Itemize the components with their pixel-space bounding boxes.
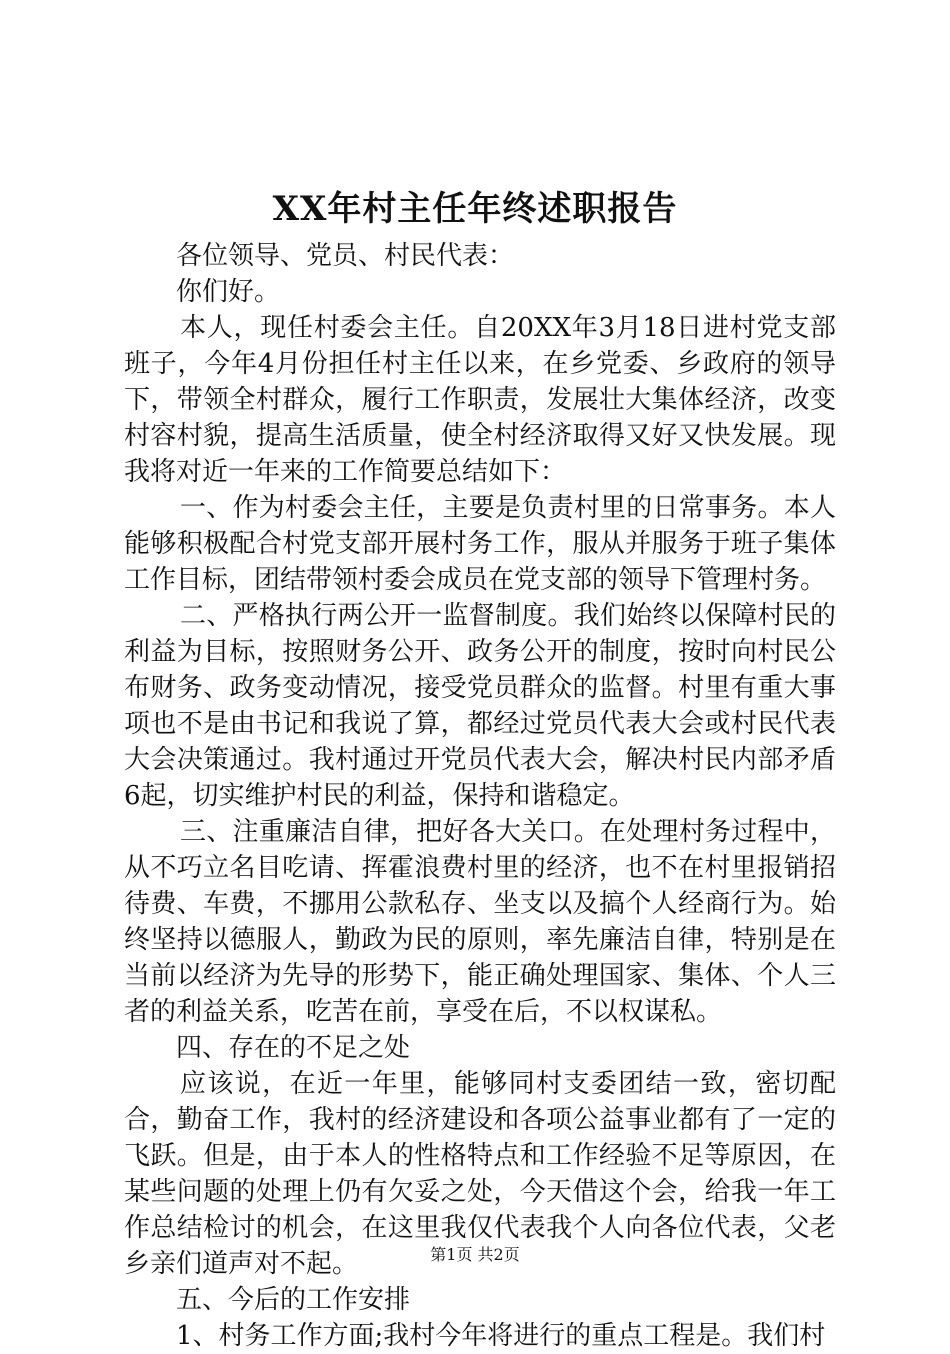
intro-paragraph: 本人，现任村委会主任。自20XX年3月18日进村党支部班子，今年4月份担任村主任以来，在乡党委、乡政府的领导下，带领全村群众，履行工作职责，发展壮大集体经济，改变村容村貌，提高生活质量，使全村经济取得又好又快发展。现我将对近一年来的工作简要总结如下：	[124, 313, 836, 487]
section-three-paragraph: 三、注重廉洁自律，把好各大关口。在处理村务过程中，从不巧立名目吃请、挥霍浪费村里的经济，也不在村里报销招待费、车费，不挪用公款私存、坐支以及搞个人经商行为。始终坚持以德服人，勤政为民的原则，率先廉洁自律，特别是在当前以经济为先导的形势下，能正确处理国家、集体、个人三者的利益关系，吃苦在前，享受在后，不以权谋私。	[124, 817, 836, 1027]
section-one-paragraph: 一、作为村委会主任，主要是负责村里的日常事务。本人能够积极配合村党支部开展村务工作，服从并服务于班子集体工作目标，团结带领村委会成员在党支部的领导下管理村务。	[124, 493, 836, 595]
salutation: 各位领导、党员、村民代表：	[176, 241, 515, 271]
section-four-heading: 四、存在的不足之处	[176, 1033, 411, 1063]
document-body	[124, 238, 836, 1354]
section-five-item-one: 1、村务工作方面;我村今年将进行的重点工程是。我们村	[176, 1321, 826, 1351]
section-five-heading: 五、今后的工作安排	[176, 1285, 411, 1315]
greeting: 你们好。	[176, 277, 281, 307]
section-four-paragraph: 应该说，在近一年里，能够同村支委团结一致，密切配合，勤奋工作，我村的经济建设和各项公益事业都有了一定的飞跃。但是，由于本人的性格特点和工作经验不足等原因，在某些问题的处理上仍有欠妥之处，今天借这个会，给我一年工作总结检讨的机会，在这里我仅代表我个人向各位代表，父老乡亲们道声对不起。	[124, 1069, 836, 1279]
page-footer: 第1页 共2页	[430, 1245, 520, 1264]
document-title: XX年村主任年终述职报告	[272, 189, 678, 229]
section-two-paragraph: 二、严格执行两公开一监督制度。我们始终以保障村民的利益为目标，按照财务公开、政务公开的制度，按时向村民公布财务、政务变动情况，接受党员群众的监督。村里有重大事项也不是由书记和我说了算，都经过党员代表大会或村民代表大会决策通过。我村通过开党员代表大会，解决村民内部矛盾6起，切实维护村民的利益，保持和谐稳定。	[124, 601, 836, 811]
